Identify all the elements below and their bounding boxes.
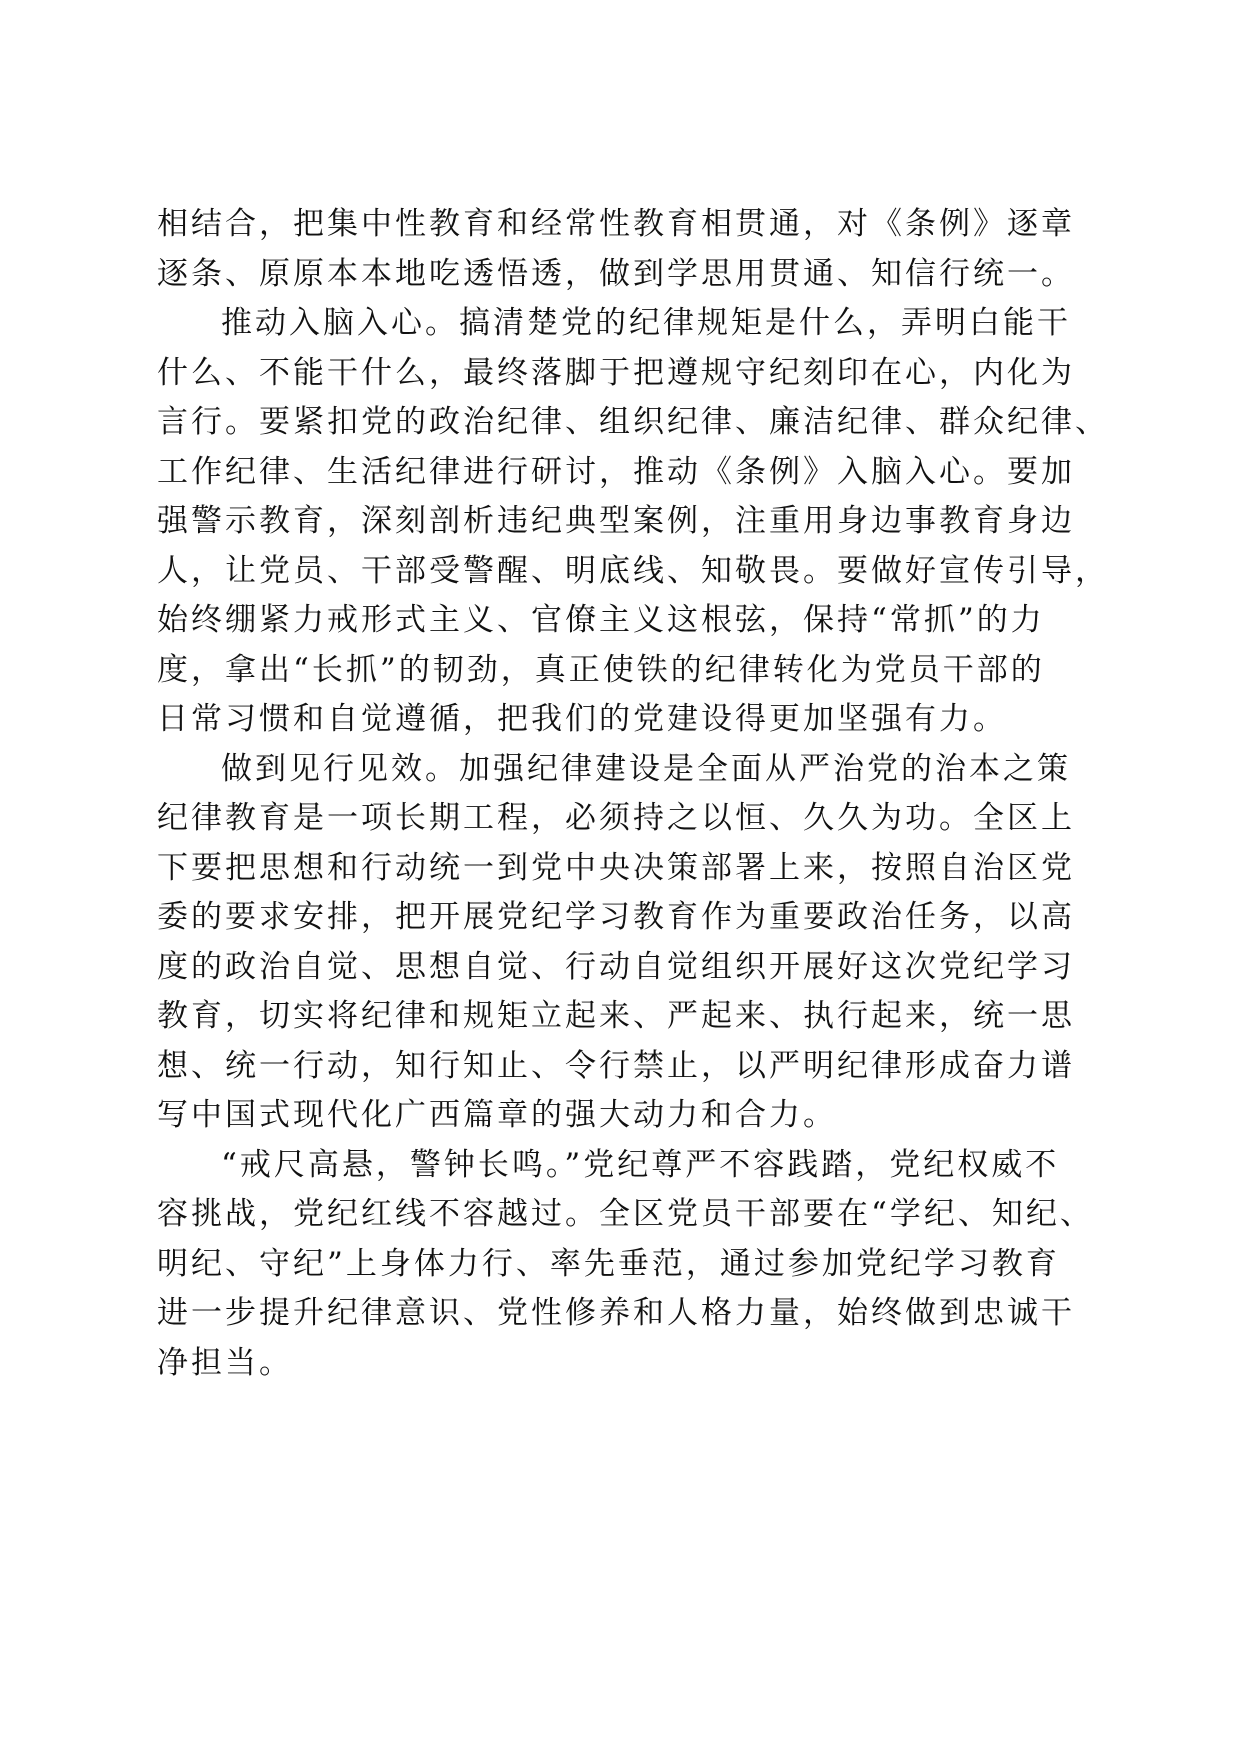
text-line: 净担当。 bbox=[157, 1344, 293, 1381]
paragraph-start-line: “戒尺高悬，警钟长鸣。”党纪尊严不容践踏，党纪权威不 bbox=[221, 1146, 1060, 1183]
text-line: 下要把思想和行动统一到党中央决策部署上来，按照自治区党 bbox=[157, 849, 1075, 886]
paragraph-start-line: 推动入脑入心。搞清楚党的纪律规矩是什么，弄明白能干 bbox=[221, 305, 1071, 341]
text-line: 人，让党员、干部受警醒、明底线、知敬畏。要做好宣传引导， bbox=[157, 552, 1109, 589]
text-line: 写中国式现代化广西篇章的强大动力和合力。 bbox=[157, 1097, 837, 1133]
text-line: 什么、不能干什么，最终落脚于把遵规守纪刻印在心，内化为 bbox=[157, 354, 1075, 391]
text-line: 言行。要紧扣党的政治纪律、组织纪律、廉洁纪律、群众纪律、 bbox=[157, 404, 1109, 440]
text-line: 容挑战，党纪红线不容越过。全区党员干部要在“学纪、知纪、 bbox=[157, 1196, 1094, 1232]
text-line: 进一步提升纪律意识、党性修养和人格力量，始终做到忠诚干 bbox=[157, 1295, 1075, 1331]
text-line: 始终绷紧力戒形式主义、官僚主义这根弦，保持“常抓”的力 bbox=[157, 602, 1045, 638]
text-line: 强警示教育，深刻剖析违纪典型案例，注重用身边事教育身边 bbox=[157, 503, 1075, 539]
text-line: 委的要求安排，把开展党纪学习教育作为重要政治任务，以高 bbox=[157, 899, 1075, 935]
paragraph-start-line: 做到见行见效。加强纪律建设是全面从严治党的治本之策 bbox=[221, 750, 1071, 787]
text-line: 度的政治自觉、思想自觉、行动自觉组织开展好这次党纪学习 bbox=[157, 948, 1075, 985]
text-line: 明纪、守纪”上身体力行、率先垂范，通过参加党纪学习教育 bbox=[157, 1245, 1060, 1282]
text-line: 度，拿出“长抓”的韧劲，真正使铁的纪律转化为党员干部的 bbox=[157, 651, 1045, 688]
document-body bbox=[157, 200, 1109, 1388]
text-line: 想、统一行动，知行知止、令行禁止，以严明纪律形成奋力谱 bbox=[157, 1047, 1075, 1084]
text-line: 相结合，把集中性教育和经常性教育相贯通，对《条例》逐章 bbox=[157, 206, 1075, 242]
text-line: 工作纪律、生活纪律进行研讨，推动《条例》入脑入心。要加 bbox=[157, 453, 1075, 490]
text-line: 日常习惯和自觉遵循，把我们的党建设得更加坚强有力。 bbox=[157, 701, 1007, 737]
text-line: 纪律教育是一项长期工程，必须持之以恒、久久为功。全区上 bbox=[157, 800, 1075, 836]
text-line: 逐条、原原本本地吃透悟透，做到学思用贯通、知信行统一。 bbox=[157, 255, 1075, 292]
text-line: 教育，切实将纪律和规矩立起来、严起来、执行起来，统一思 bbox=[157, 998, 1075, 1034]
